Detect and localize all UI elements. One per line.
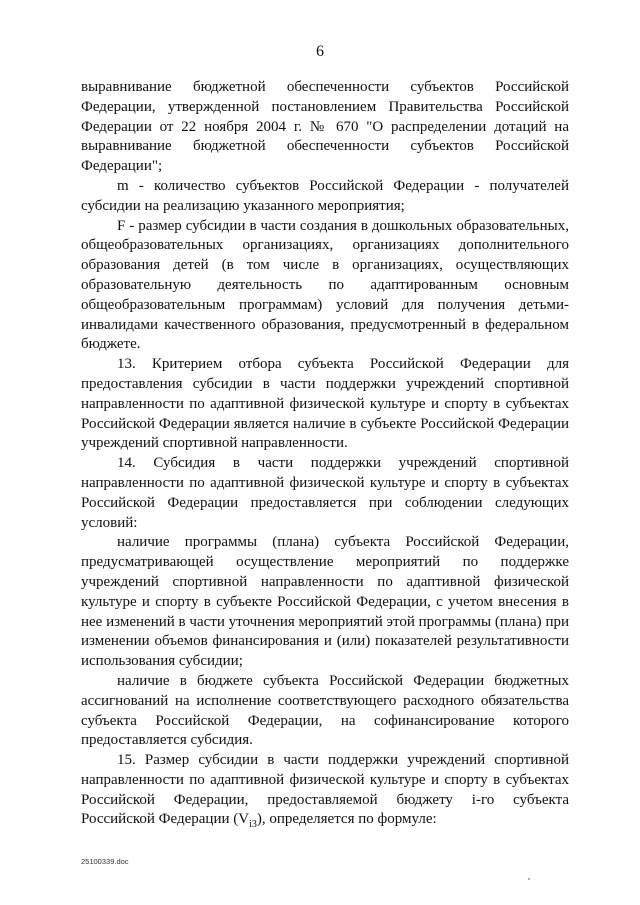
- paragraph: 14. Субсидия в части поддержки учреждений спортивной направленности по адаптивной физической культуре и спорту в субъектах Российской Федерации предоставляется при соблюдении следующих условий:: [81, 455, 569, 531]
- paragraph: 13. Критерием отбора субъекта Российской Федерации для предоставления субсидии в части поддержки учреждений спортивной направленности по адаптивной физической культуре и спорту в субъектах Российской Федерации является наличие в субъекте Российской Федерации учреждений спортивной направленности.: [81, 356, 569, 452]
- page-number: 6: [316, 43, 324, 60]
- paragraph: наличие в бюджете субъекта Российской Федерации бюджетных ассигнований на исполнение соответствующего расходного обязательства субъекта Российской Федерации, на софинансирование которого предоставляется субсидия.: [81, 672, 569, 749]
- paragraph: m - количество субъектов Российской Федерации - получателей субсидии на реализацию указанного мероприятия;: [81, 177, 569, 214]
- paragraph-tail: ), определяется по формуле:: [256, 811, 437, 828]
- paragraph: выравнивание бюджетной обеспеченности субъектов Российской Федерации, утвержденной постановлением Правительства Российской Федерации от 22 ноября 2004 г. № 670 "О распределении дотаций на выравнивание бюджетной обеспеченности субъектов Российской Федерации";: [81, 79, 569, 175]
- file-name-footer: 25100339.doc: [81, 857, 129, 866]
- paragraph-formula-intro: [81, 751, 569, 835]
- paragraph: F - размер субсидии в части создания в дошкольных образовательных, общеобразовательных организациях, организациях дополнительного образования детей (в том числе в организациях, осуществляющих образовательную деятельность по адаптированным основным общеобразовательным программам) условий для получения детьми-инвалидами качественного образования, предусмотренный в федеральном бюджете.: [81, 217, 569, 353]
- paragraph-text: 15. Размер субсидии в части поддержки учреждений спортивной направленности по адаптивной физической культуре и спорту в субъектах Российской Федерации, предоставляемой бюджету i-го субъекта Российской Федерации (V: [81, 752, 569, 828]
- document-body: [81, 78, 569, 835]
- paragraph: наличие программы (плана) субъекта Российской Федерации, предусматривающей осуществление мероприятий по поддержке учреждений спортивной направленности по адаптивной физической культуре и спорту в субъекте Российской Федерации, с учетом внесения в нее изменений в части уточнения мероприятий этой программы (плана) при изменении объемов финансирования и (или) показателей результативности использования субсидии;: [81, 534, 569, 670]
- scan-mark: [528, 878, 530, 880]
- formula-subscript: i3: [249, 819, 257, 831]
